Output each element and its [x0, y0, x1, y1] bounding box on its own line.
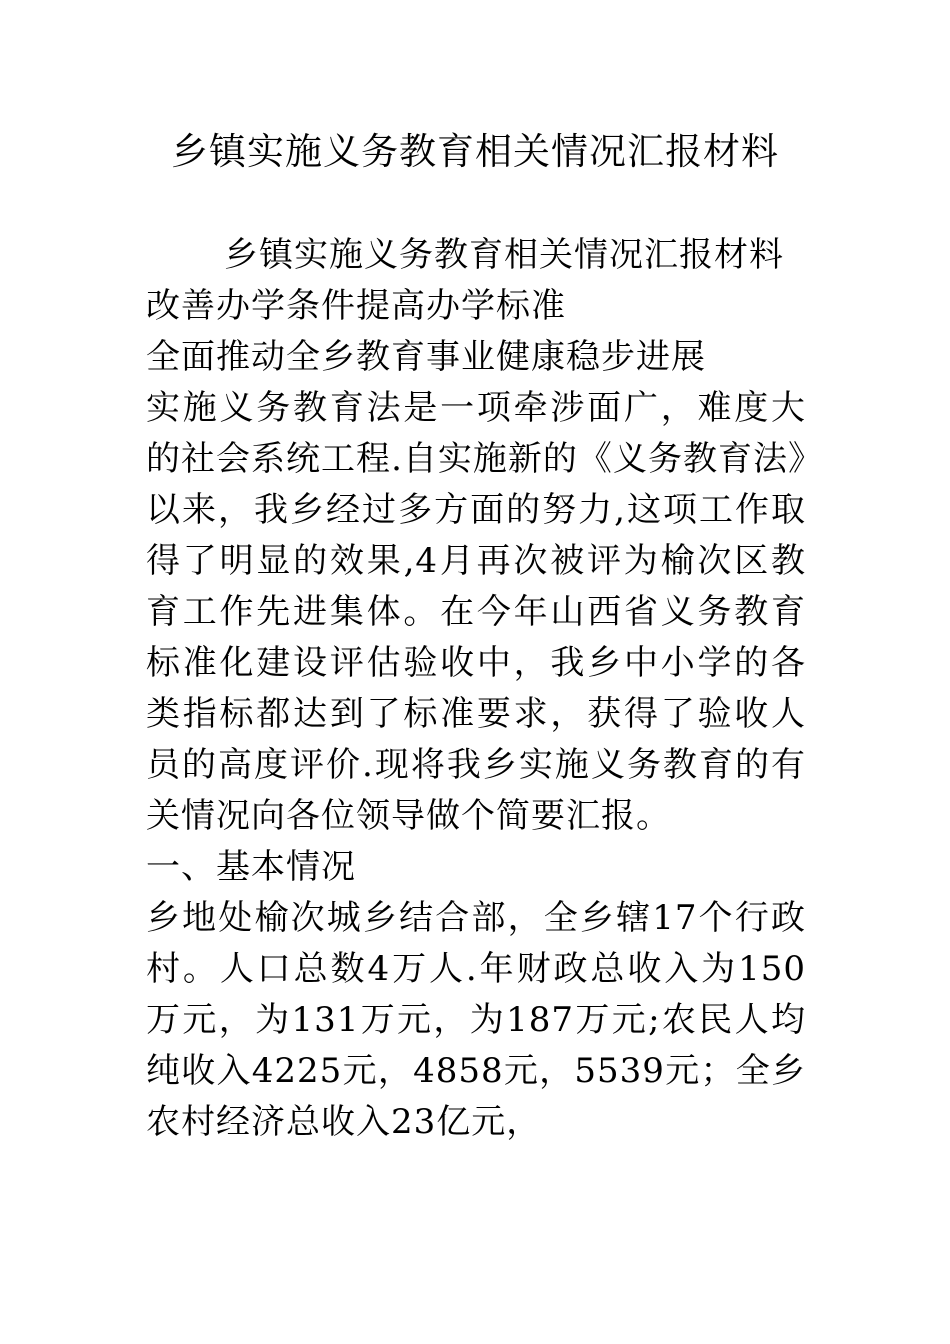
body-paragraph-subtitle-1: 改善办学条件提高办学标准 — [146, 286, 566, 326]
body-paragraph-heading: 乡镇实施义务教育相关情况汇报材料 — [224, 235, 784, 275]
document-title: 乡镇实施义务教育相关情况汇报材料 — [171, 130, 779, 173]
body-paragraph-subtitle-2: 全面推动全乡教育事业健康稳步进展 — [146, 337, 706, 377]
section-heading: 一、基本情况 — [146, 847, 356, 887]
body-paragraph-intro: 实施义务教育法是一项牵涉面广，难度大的社会系统工程.自实施新的《义务教育法》以来，我乡经过多方面的努力,这项工作取得了明显的效果,4月再次被评为榆次区教育工作先进集体。在今年山西省义务教育标准化建设评估验收中，我乡中小学的各类指标都达到了标准要求，获得了验收人员的高度评价.现将我乡实施义务教育的有关情况向各位领导做个简要汇报。 — [146, 388, 806, 836]
body-paragraph-basic-info: 乡地处榆次城乡结合部，全乡辖17个行政村。人口总数4万人.年财政总收入为150万元，为131万元，为187万元;农民人均纯收入4225元，4858元，5539元；全乡农村经济总收入23亿元， — [146, 898, 806, 1142]
document-body — [146, 230, 806, 1148]
